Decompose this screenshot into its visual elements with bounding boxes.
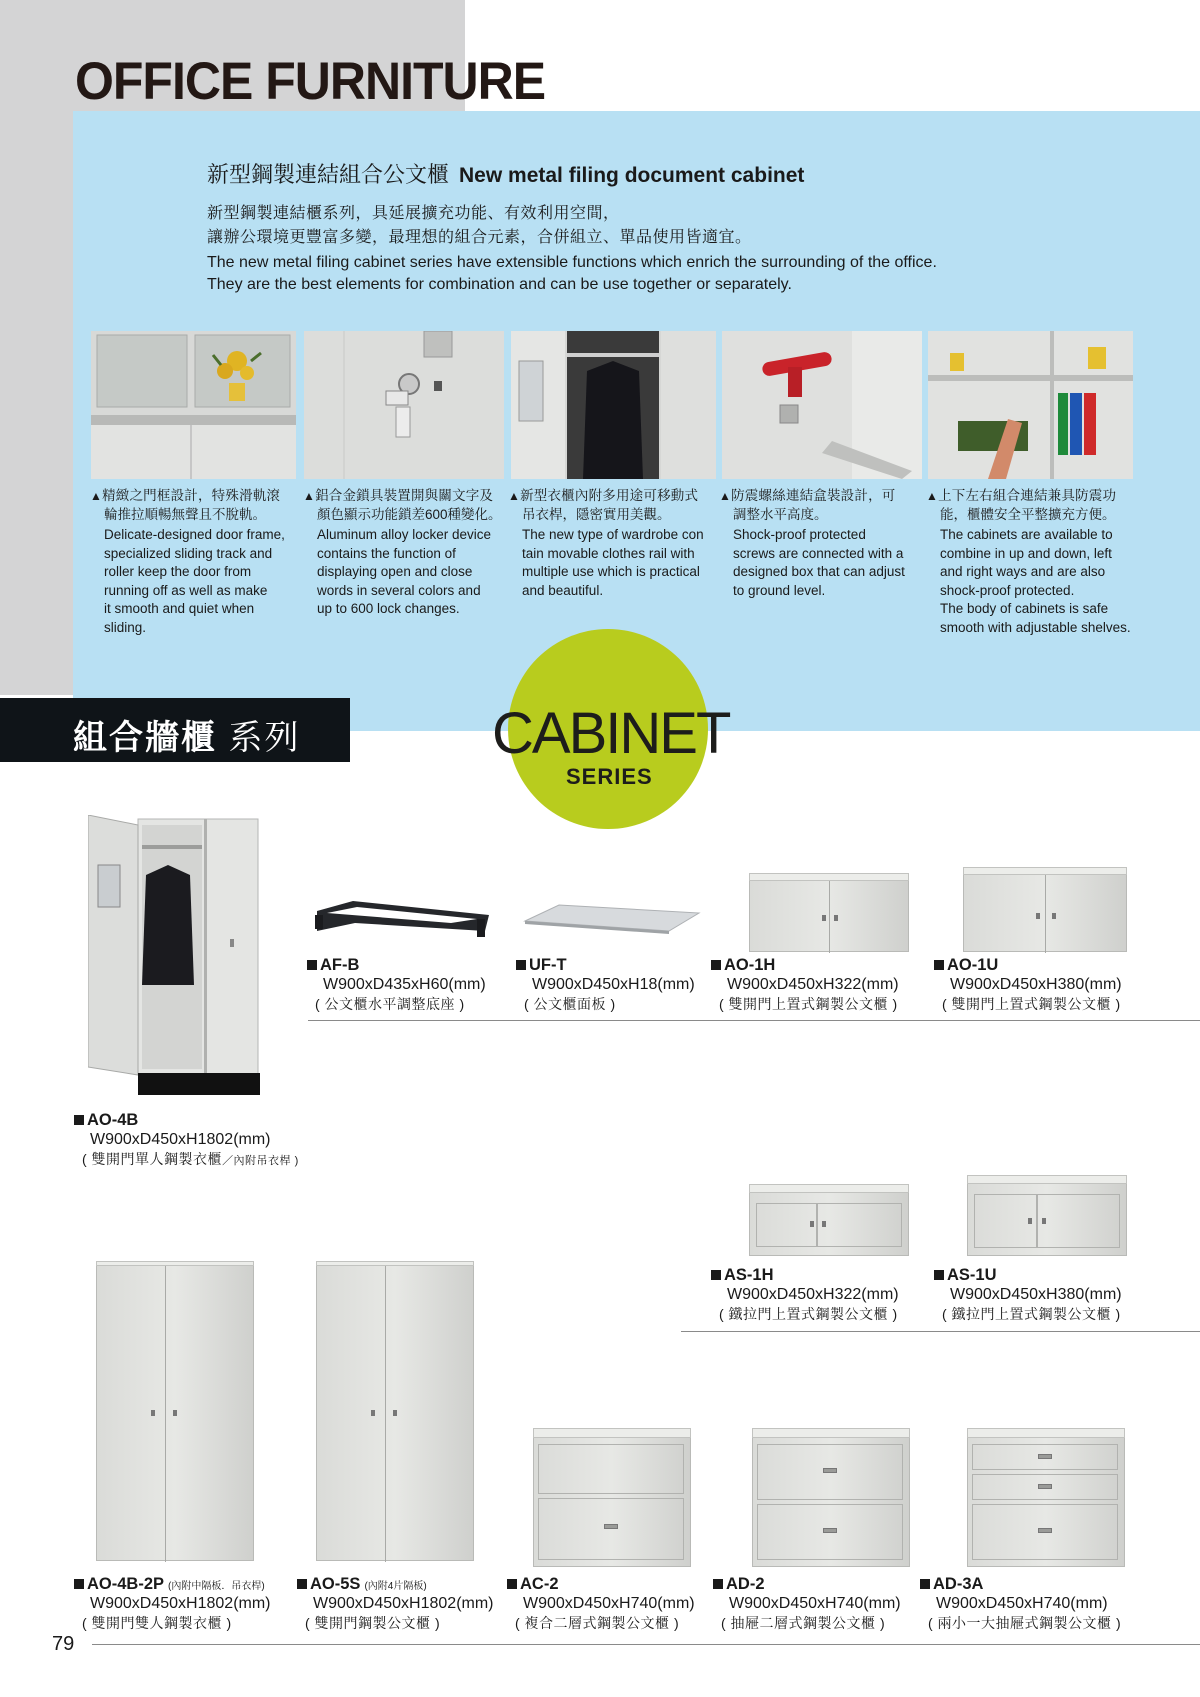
feature-caption-2: ▲鋁合金鎖具裝置開與關文字及 顏色顯示功能鎖差600種變化。 Aluminum alloy locker device contains the function of displaying open and close words in several colors and up to 600 lock changes.: [303, 488, 502, 616]
product-label-ao-1h: AO-1H W900xD450xH322(mm) ( 雙開門上置式鋼製公文櫃 ): [711, 956, 899, 1014]
product-image-ad-2: [752, 1437, 910, 1567]
lock-illustration: [304, 331, 504, 479]
open-wardrobe-illustration: [88, 815, 273, 1097]
product-label-as-1h: AS-1H W900xD450xH322(mm) ( 鐵拉門上置式鋼製公文櫃 ): [711, 1266, 899, 1324]
cabinet-top: [533, 1428, 691, 1438]
product-image-as-1u: [967, 1183, 1127, 1256]
feature-photo-sliding-door: [91, 331, 296, 479]
divider: [308, 1020, 1200, 1021]
product-label-as-1u: AS-1U W900xD450xH380(mm) ( 鐵拉門上置式鋼製公文櫃 ): [934, 1266, 1122, 1324]
feature-photo-lock: [304, 331, 504, 479]
intro-en-line-1: The new metal filing cabinet series have extensible functions which enrich the surrounding of the office.: [207, 254, 937, 271]
wardrobe-illustration: [511, 331, 716, 479]
modular-illustration: [928, 331, 1133, 479]
intro-heading: [207, 158, 804, 189]
product-image-ao-4b-2p: [96, 1265, 254, 1561]
sliding-door-illustration: [91, 331, 296, 479]
feature-caption-1: ▲精緻之門框設計，特殊滑軌滾 輪推拉順暢無聲且不脫軌。 Delicate-designed door frame, specialized sliding track and roller keep the door from running off as well as make it smooth and quiet when sliding.: [90, 488, 285, 635]
product-image-as-1h: [749, 1192, 909, 1256]
product-image-ad-3a: [967, 1437, 1125, 1567]
feature-photo-wardrobe: [511, 331, 716, 479]
cabinet-top: [316, 1261, 474, 1266]
product-label-ao-1u: AO-1U W900xD450xH380(mm) ( 雙開門上置式鋼製公文櫃 ): [934, 956, 1122, 1014]
cabinet-top: [749, 1184, 909, 1193]
product-image-ao-1u: [963, 874, 1127, 952]
feature-photo-modular: [928, 331, 1133, 479]
page-title: OFFICE FURNITURE: [75, 51, 546, 111]
adjuster-illustration: [722, 331, 922, 479]
intro-en-line-2: They are the best elements for combination and can be use together or separately.: [207, 276, 792, 293]
product-image-af-b: [313, 897, 491, 943]
footer-rule: [92, 1644, 1200, 1645]
product-label-ad-2: AD-2 W900xD450xH740(mm) ( 抽屜二層式鋼製公文櫃 ): [713, 1575, 901, 1633]
feature-caption-3: ▲新型衣櫃內附多用途可移動式 吊衣桿，隱密實用美觀。 The new type of wardrobe con tain movable clothes rail with multiple use which is practical and beautiful.: [508, 488, 704, 598]
product-label-uf-t: UF-T W900xD450xH18(mm) ( 公文櫃面板 ): [516, 956, 695, 1014]
product-label-ao-5s: AO-5S (內附4片隔板) W900xD450xH1802(mm) ( 雙開門鋼製公文櫃 ): [297, 1575, 494, 1633]
product-image-ac-2: [533, 1437, 691, 1567]
intro-cn-line-2: 讓辦公環境更豐富多變，最理想的組合元素，合併組立、單品使用皆適宜。: [207, 229, 752, 246]
feature-caption-5: ▲上下左右組合連結兼具防震功 能，櫃體安全平整擴充方便。 The cabinets are available to combine in up and down, left and right ways and are also shock-proof protected. The body of cabinets is safe smooth with adjustable shelves.: [926, 488, 1131, 635]
product-image-uf-t: [523, 903, 703, 937]
cabinet-top: [967, 1175, 1127, 1184]
feature-caption-4: ▲防震螺絲連結盒裝設計，可 調整水平高度。 Shock-proof protected screws are connected with a designed box that can adjust to ground level.: [719, 488, 905, 598]
cabinet-top: [963, 867, 1127, 875]
cabinet-series-small-text: SERIES: [566, 764, 653, 789]
product-image-ao-1h: [749, 880, 909, 952]
product-label-af-b: AF-B W900xD435xH60(mm) ( 公文櫃水平調整底座 ): [307, 956, 486, 1014]
product-label-ad-3a: AD-3A W900xD450xH740(mm) ( 兩小一大抽屜式鋼製公文櫃 ): [920, 1575, 1121, 1633]
feature-photo-adjuster: [722, 331, 922, 479]
cabinet-top: [96, 1261, 254, 1266]
series-title-bold: 組合牆櫃: [73, 719, 217, 757]
page-number: 79: [52, 1633, 75, 1655]
product-image-ao-5s: [316, 1265, 474, 1561]
product-label-ao-4b: AO-4B W900xD450xH1802(mm) ( 雙開門單人鋼製衣櫃／內附吊衣桿 ): [74, 1111, 299, 1169]
cabinet-top: [967, 1428, 1125, 1438]
intro-cn-line-1: 新型鋼製連結櫃系列，具延展擴充功能、有效利用空間，: [207, 205, 620, 222]
product-label-ac-2: AC-2 W900xD450xH740(mm) ( 複合二層式鋼製公文櫃 ): [507, 1575, 695, 1633]
series-title-bar: [0, 698, 350, 762]
cabinet-series-big-text: CABINET: [492, 701, 730, 766]
product-image-ao-4b: [88, 815, 273, 1097]
product-label-ao-4b-2p: AO-4B-2P (內附中隔板．吊衣桿) W900xD450xH1802(mm) ( 雙開門雙人鋼製衣櫃 ): [74, 1575, 271, 1633]
intro-heading-cn: 新型鋼製連結組合公文櫃: [207, 162, 450, 187]
cabinet-top: [749, 873, 909, 881]
base-frame-illustration: [313, 897, 491, 943]
series-title-light: 系列: [228, 719, 301, 757]
cabinet-top: [752, 1428, 910, 1438]
top-panel-illustration: [523, 903, 703, 937]
intro-heading-en: New metal filing document cabinet: [459, 164, 805, 187]
divider: [681, 1331, 1200, 1332]
